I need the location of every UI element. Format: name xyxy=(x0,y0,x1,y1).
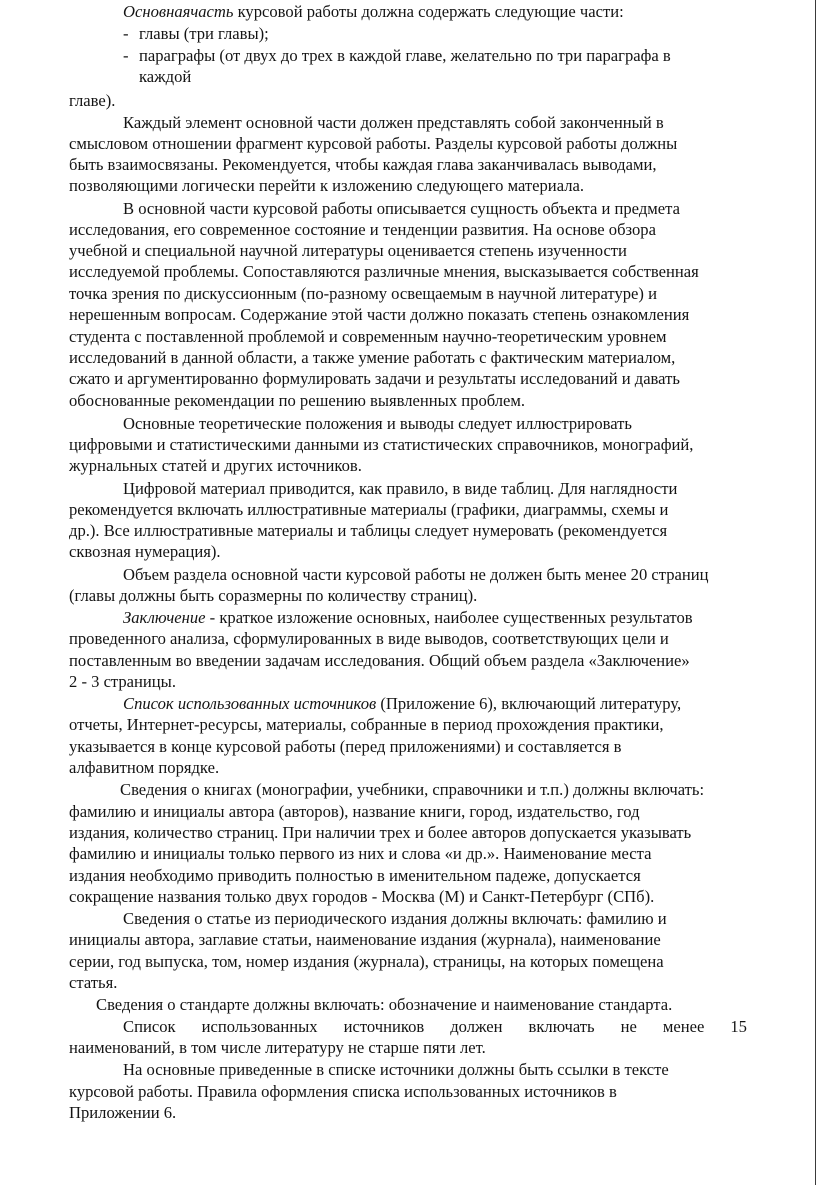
p3-line-7: студента с поставленной проблемой и современным научно-теоретическим уровнем xyxy=(69,327,667,346)
p12-word: 15 xyxy=(730,1017,747,1036)
p3-line-6: нерешенным вопросам. Содержание этой части должно показать степень ознакомления xyxy=(69,305,690,324)
p8-line-4: алфавитном порядке. xyxy=(69,758,220,777)
p7-line-3: поставленным во введении задачам исследования. Общий объем раздела «Заключение» xyxy=(69,651,690,670)
p12-word: использованных xyxy=(201,1017,318,1036)
p11-line-1: Сведения о стандарте должны включать: обозначение и наименование стандарта. xyxy=(96,995,673,1014)
p12-word: менее xyxy=(662,1017,705,1036)
p1-line-1 xyxy=(123,1,624,22)
p9-line-2: фамилию и инициалы автора (авторов), название книги, город, издательство, год xyxy=(69,802,640,821)
p9-line-5: издания необходимо приводить полностью в именительном падеже, допускается xyxy=(69,866,641,885)
p12-line-1 xyxy=(123,1016,747,1037)
p7-line-1-text: - краткое изложение основных, наиболее существенных результатов xyxy=(209,608,693,627)
main-part-heading: Основнаячасть xyxy=(123,2,234,21)
bullet-2-line-1: параграфы (от двух до трех в каждой главе, желательно по три параграфа в xyxy=(139,46,671,65)
p8-line-2: отчеты, Интернет-ресурсы, материалы, собранные в период прохождения практики, xyxy=(69,715,664,734)
p13-line-1: На основные приведенные в списке источники должны быть ссылки в тексте xyxy=(123,1060,669,1079)
p10-line-3: серии, год выпуска, том, номер издания (журнала), страницы, на которых помещена xyxy=(69,952,664,971)
p4-line-2: цифровыми и статистическими данными из статистических справочников, монографий, xyxy=(69,435,694,454)
p3-line-8: исследований в данной области, а также умение работать с фактическим материалом, xyxy=(69,348,676,367)
p12-word: Список xyxy=(123,1017,176,1036)
p9-line-1: Сведения о книгах (монографии, учебники, справочники и т.п.) должны включать: xyxy=(120,780,705,799)
p13-line-3: Приложении 6. xyxy=(69,1103,177,1122)
p13-line-2: курсовой работы. Правила оформления списка использованных источников в xyxy=(69,1082,617,1101)
bullet-dash: - xyxy=(123,46,129,65)
p3-line-4: исследуемой проблемы. Сопоставляются различные мнения, высказывается собственная xyxy=(69,262,699,281)
p10-line-2: инициалы автора, заглавие статьи, наименование издания (журнала), наименование xyxy=(69,930,661,949)
p1-line-1-text: курсовой работы должна содержать следующие части: xyxy=(237,2,624,21)
p8-line-1 xyxy=(123,693,681,714)
p3-line-1: В основной части курсовой работы описывается сущность объекта и предмета xyxy=(123,199,680,218)
p7-line-1 xyxy=(123,607,693,628)
p5-line-1: Цифровой материал приводится, как правило, в виде таблиц. Для наглядности xyxy=(123,479,678,498)
references-heading: Список использованных источников xyxy=(123,694,377,713)
p12-word: должен xyxy=(450,1017,503,1036)
p2-line-4: позволяющими логически перейти к изложению следующего материала. xyxy=(69,176,584,195)
p3-line-2: исследования, его современное состояние и тенденции развития. На основе обзора xyxy=(69,220,656,239)
p4-line-1: Основные теоретические положения и выводы следует иллюстрировать xyxy=(123,414,633,433)
p5-line-4: сквозная нумерация). xyxy=(69,542,221,561)
p12-line-2: наименований, в том числе литературу не старше пяти лет. xyxy=(69,1038,486,1057)
p10-line-1: Сведения о статье из периодического издания должны включать: фамилию и xyxy=(123,909,667,928)
p7-line-2: проведенного анализа, сформулированных в виде выводов, соответствующих цели и xyxy=(69,629,669,648)
conclusion-heading: Заключение xyxy=(123,608,206,627)
p3-line-9: сжато и аргументированно формулировать задачи и результаты исследований и давать xyxy=(69,369,680,388)
p5-line-2: рекомендуется включать иллюстративные материалы (графики, диаграммы, схемы и xyxy=(69,500,669,519)
p12-word: не xyxy=(620,1017,637,1036)
bullet-dash: - xyxy=(123,24,129,43)
bullet-2-line-2: каждой xyxy=(139,67,192,86)
p12-word: включать xyxy=(528,1017,595,1036)
p8-line-3: указывается в конце курсовой работы (перед приложениями) и составляется в xyxy=(69,737,622,756)
bullet-2 xyxy=(123,45,129,66)
p2-line-1: Каждый элемент основной части должен представлять собой законченный в xyxy=(123,113,664,132)
p2-line-2: смысловом отношении фрагмент курсовой работы. Разделы курсовой работы должны xyxy=(69,134,678,153)
p10-line-4: статья. xyxy=(69,973,118,992)
p7-line-4: 2 - 3 страницы. xyxy=(69,672,176,691)
p3-line-3: учебной и специальной научной литературы оценивается степень изученности xyxy=(69,241,627,260)
p5-line-3: др.). Все иллюстративные материалы и таблицы следует нумеровать (рекомендуется xyxy=(69,521,668,540)
p9-line-6: сокращение названия только двух городов - Москва (М) и Санкт-Петербург (СПб). xyxy=(69,887,655,906)
p2-line-3: быть взаимосвязаны. Рекомендуется, чтобы каждая глава заканчивалась выводами, xyxy=(69,155,657,174)
p6-line-2: (главы должны быть соразмерны по количеству страниц). xyxy=(69,586,478,605)
p9-line-4: фамилию и инициалы только первого из них и слова «и др.». Наименование места xyxy=(69,844,652,863)
p4-line-3: журнальных статей и других источников. xyxy=(69,456,362,475)
bullet-1-text: главы (три главы); xyxy=(139,24,269,43)
p3-line-10: обоснованные рекомендации по решению выявленных проблем. xyxy=(69,391,526,410)
p12-word: источников xyxy=(343,1017,425,1036)
p6-line-1: Объем раздела основной части курсовой работы не должен быть менее 20 страниц xyxy=(123,565,709,584)
p1-line-end: главе). xyxy=(69,91,116,110)
p9-line-3: издания, количество страниц. При наличии трех и более авторов допускается указывать xyxy=(69,823,692,842)
p8-line-1-text: (Приложение 6), включающий литературу, xyxy=(380,694,682,713)
bullet-1 xyxy=(123,23,129,44)
p3-line-5: точка зрения по дискуссионным (по-разному освещаемым в научной литературе) и xyxy=(69,284,657,303)
